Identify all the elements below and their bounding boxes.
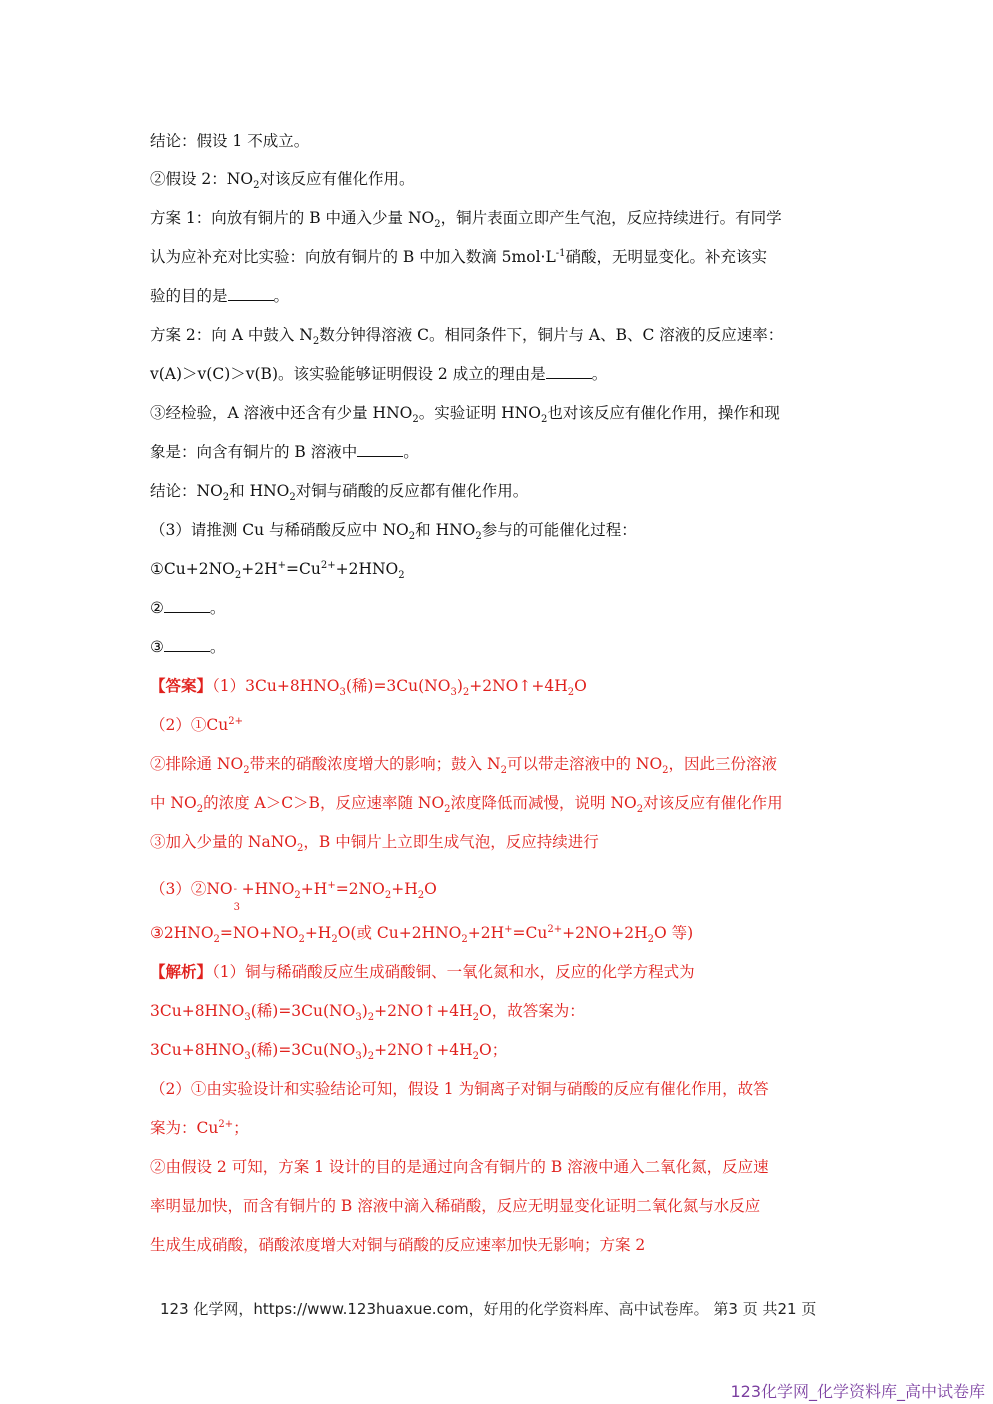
analysis-2-1-cont: 案为：$Cu^{2+}$； <box>150 1118 249 1137</box>
answer-blank <box>164 637 210 652</box>
reaction-3-blank: ③ 。 <box>150 638 226 656</box>
answer-blank <box>546 364 592 379</box>
analysis-2-1: （2）①由实验设计和实验结论可知，假设 1 为铜离子对铜与硝酸的反应有催化作用，故答 <box>150 1080 769 1098</box>
answer-2-3: ③加入少量的 NaNO$_2$，B 中铜片上立即生成气泡，反应持续进行 <box>150 833 599 855</box>
analysis-equation-2: $3Cu+8HNO_3$(稀)$=3Cu(NO_3)_2+2NO↑+4H_2O$； <box>150 1041 508 1063</box>
conclusion-1: 结论：假设 1 不成立。 <box>150 132 310 150</box>
plan-2-line-1: 方案 2：向 A 中鼓入 $N_2$数分钟得溶液 C。相同条件下，铜片与 A、B、C 溶液的反应速率： <box>150 326 784 348</box>
plan-1-line-3: 验的目的是 。 <box>150 287 290 305</box>
answer-blank <box>164 598 210 613</box>
analysis-2-2-line-1: ②由假设 2 可知，方案 1 设计的目的是通过向含有铜片的 B 溶液中通入二氧化氮，反应速 <box>150 1158 769 1176</box>
reaction-1: $①Cu+2NO_2+2H^+=Cu^{2+}+2HNO_2$ <box>150 559 405 582</box>
reaction-2-blank: ② 。 <box>150 599 226 617</box>
answer-3-3: $③2HNO_2=NO+NO_2+H_2O$(或 $Cu+2HNO_2+2H^+=Cu^{2+}+2NO+2H_2O$ 等) <box>150 923 694 946</box>
plan-1-line-1: 方案 1：向放有铜片的 B 中通入少量 $NO_2$，铜片表面立即产生气泡，反应持续进行。有同学 <box>150 209 782 231</box>
answer-2-2-line-1: ②排除通 $NO_2$带来的硝酸浓度增大的影响；鼓入 $N_2$可以带走溶液中的 $NO_2$，因此三份溶液 <box>150 755 778 777</box>
analysis-2-2-line-2: 率明显加快，而含有铜片的 B 溶液中滴入稀硝酸，反应无明显变化证明二氧化氮与水反应 <box>150 1197 761 1215</box>
question-3: （3）请推测 Cu 与稀硝酸反应中 $NO_2$和 $HNO_2$参与的可能催化过程： <box>150 521 637 543</box>
answer-1: 【答案】$(1)3Cu+8HNO_3$(稀)$=3Cu(NO_3)_2+2NO↑+4H_2O$ <box>150 676 587 699</box>
analysis-equation-1: $3Cu+8HNO_3$(稀)$=3Cu(NO_3)_2+2NO↑+4H_2O$，故答案为： <box>150 1002 585 1024</box>
plan-1-line-2: 认为应补充对比实验：向放有铜片的 B 中加入数滴 $5mol\cdot L^{-1}$硝酸，无明显变化。补充该实 <box>150 247 768 266</box>
page-footer: 123 化学网，https://www.123huaxue.com，好用的化学资料库、高中试卷库。 第3 页 共21 页 <box>160 1300 817 1318</box>
plan-2-line-2: v(A)＞v(C)＞v(B)。该实验能够证明假设 2 成立的理由是 。 <box>150 365 608 383</box>
analysis-1: 【解析】（1）铜与稀硝酸反应生成硝酸铜、一氧化氮和水，反应的化学方程式为 <box>150 962 695 981</box>
hypothesis-2: ②假设 2：$NO_2$对该反应有催化作用。 <box>150 170 415 192</box>
answer-blank <box>357 442 403 457</box>
watermark: 123化学网_化学资料库_高中试卷库 <box>730 1382 985 1401</box>
step-3-line-1: ③经检验，A 溶液中还含有少量 $HNO_2$。实验证明 $HNO_2$也对该反应有催化作用，操作和现 <box>150 404 780 426</box>
answer-3-2: （3）②NO - 3 $+HNO_2+H^+=2NO_2+H_2O$ <box>150 879 437 913</box>
answer-2-2-line-2: 中 $NO_2$的浓度 A＞C＞B，反应速率随 $NO_2$浓度降低而减慢，说明 $NO_2$对该反应有催化作用 <box>150 794 783 816</box>
step-3-line-2: 象是：向含有铜片的 B 溶液中 。 <box>150 443 419 461</box>
conclusion-2: 结论：$NO_2$和 $HNO_2$对铜与硝酸的反应都有催化作用。 <box>150 482 529 504</box>
answer-2-1: $(2)①Cu^{2+}$ <box>150 715 243 734</box>
analysis-2-2-line-3: 生成生成硝酸，硝酸浓度增大对铜与硝酸的反应速率加快无影响；方案 2 <box>150 1236 646 1254</box>
answer-blank <box>228 286 274 301</box>
